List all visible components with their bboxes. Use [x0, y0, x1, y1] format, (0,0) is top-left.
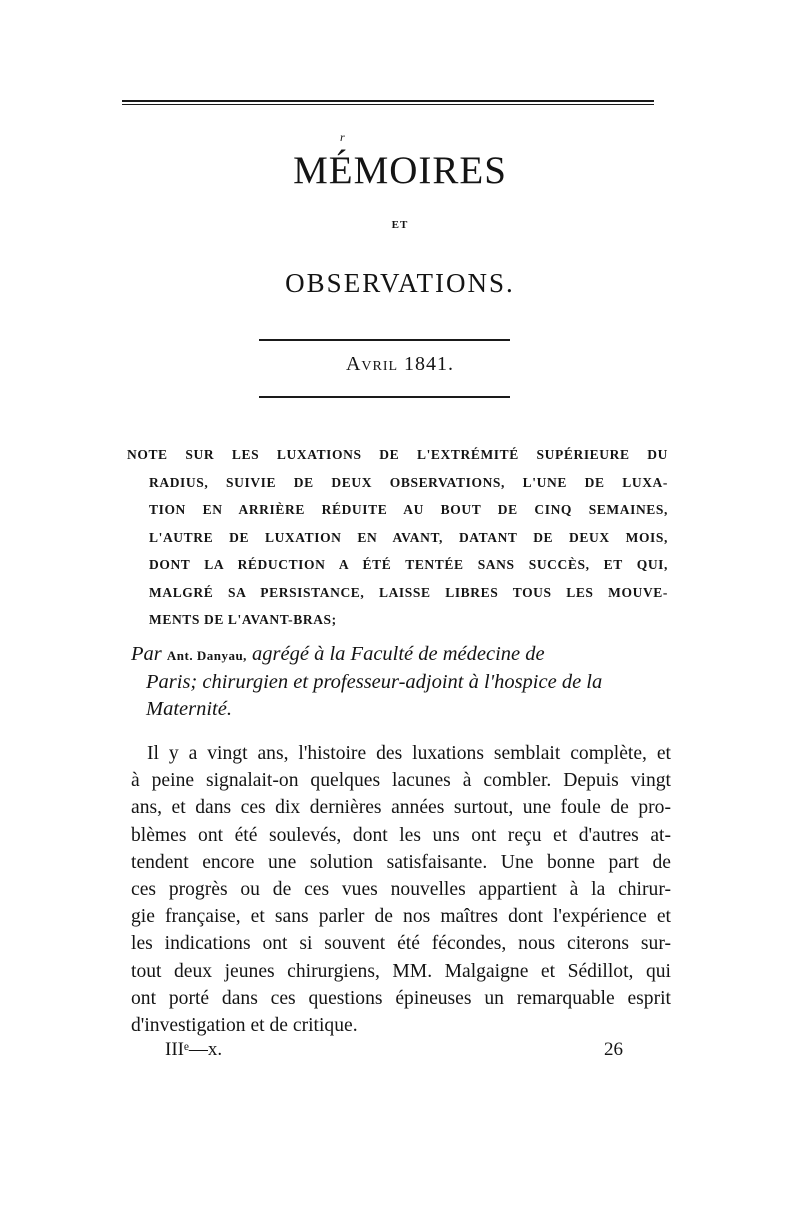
author-title: agrégé à la Faculté de médecine de	[252, 643, 545, 665]
body-line: Il y a vingt ans, l'histoire des luxations semblait complète, et	[147, 743, 671, 764]
body-line: à peine signalait-on quelques lacunes à combler. Depuis vingt	[131, 770, 671, 792]
top-rule-thin	[122, 104, 654, 105]
heading-line: RADIUS, SUIVIE DE DEUX OBSERVATIONS, L'UNE DE LUXA-	[149, 474, 668, 490]
title-conjunction: ET	[391, 219, 409, 231]
issue-date: Avril 1841.	[345, 353, 455, 375]
article-heading	[127, 441, 668, 634]
heading-line: MENTS DE L'AVANT-BRAS;	[149, 612, 337, 627]
heading-line: NOTE SUR LES LUXATIONS DE L'EXTRÉMITÉ SUPÉRIEURE DU	[127, 447, 668, 462]
body-line: les indications ont si souvent été fécondes, nous citerons sur-	[131, 933, 671, 955]
signature-mark: r	[340, 130, 345, 144]
body-line: ans, et dans ces dix dernières années surtout, une foule de pro-	[131, 797, 671, 819]
body-line: d'investigation et de critique.	[131, 1015, 358, 1037]
heading-line: TION EN ARRIÈRE RÉDUITE AU BOUT DE CINQ SEMAINES,	[149, 502, 668, 517]
byline-line: Maternité.	[146, 698, 232, 720]
date-rule-bottom	[259, 396, 510, 398]
body-line: blèmes ont été soulevés, dont les uns ont reçu et d'autres at-	[131, 824, 671, 846]
author-byline	[131, 641, 671, 723]
top-rule	[122, 100, 654, 102]
body-line: tendent encore une solution satisfaisante. Une bonne part de	[131, 851, 671, 873]
heading-line: MALGRÉ SA PERSISTANCE, LAISSE LIBRES TOUS LES MOUVE-	[149, 584, 668, 600]
heading-line: DONT LA RÉDUCTION A ÉTÉ TENTÉE SANS SUCCÈS, ET QUI,	[149, 557, 668, 572]
signature-mark-footer: IIIᵉ—x.	[165, 1039, 223, 1060]
page-title: MÉMOIRES	[293, 149, 507, 192]
heading-line: L'AUTRE DE LUXATION EN AVANT, DATANT DE DEUX MOIS,	[149, 529, 668, 545]
body-line: gie française, et sans parler de nos maîtres dont l'expérience et	[131, 906, 671, 928]
byline-line	[131, 641, 671, 669]
body-line: ces progrès ou de ces vues nouvelles appartient à la chirur-	[131, 879, 671, 901]
body-line: ont porté dans ces questions épineuses un remarquable esprit	[131, 987, 671, 1009]
page-number: 26	[604, 1039, 623, 1060]
byline-line: Paris; chirurgien et professeur-adjoint à l'hospice de la	[146, 671, 603, 693]
date-rule-top	[259, 339, 510, 341]
author-name: Ant. Danyau,	[166, 648, 247, 663]
byline-prefix: Par	[131, 643, 162, 665]
page-subtitle: OBSERVATIONS.	[285, 268, 515, 298]
body-line: tout deux jeunes chirurgiens, MM. Malgaigne et Sédillot, qui	[131, 960, 671, 982]
body-paragraph	[131, 740, 671, 1039]
